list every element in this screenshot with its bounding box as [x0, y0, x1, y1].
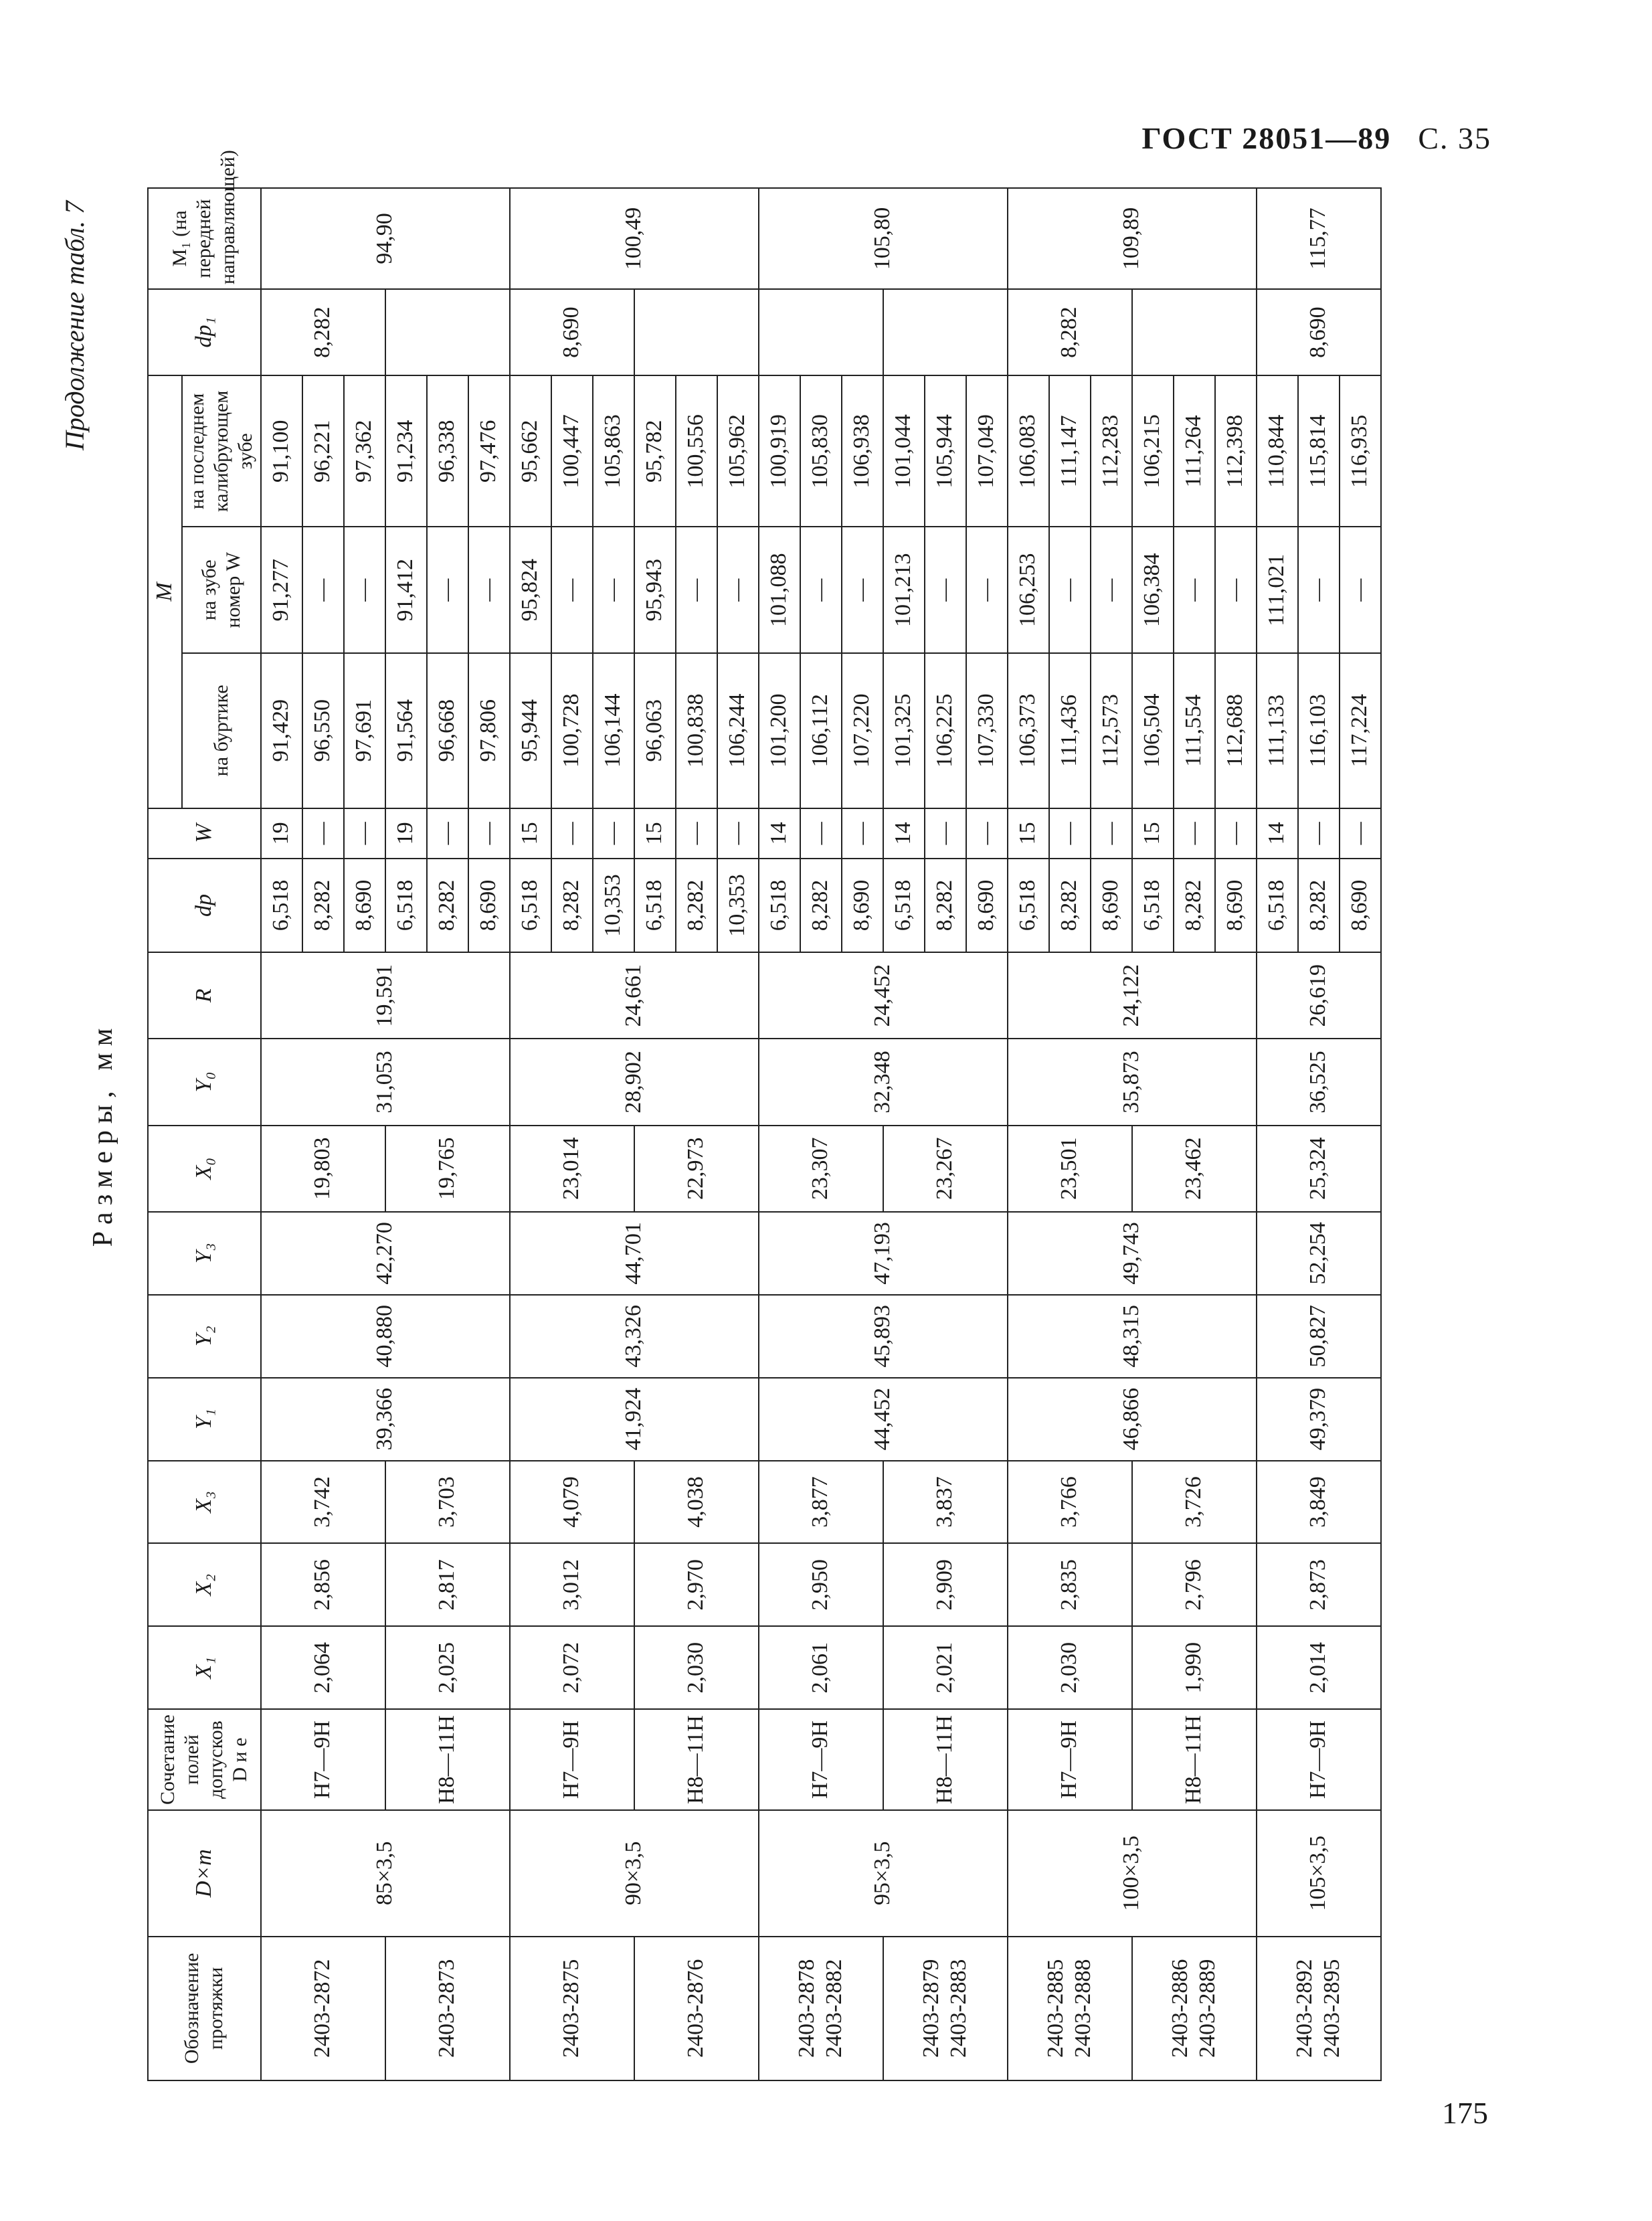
tolerance-cell: H7—9H	[1008, 1709, 1132, 1810]
m-last-cell: 95,662	[510, 375, 551, 527]
col-x3: X₃	[148, 1461, 261, 1544]
designation-cell: 2403-2873	[385, 1937, 510, 2080]
designation-cell: 2403-2885 2403-2888	[1008, 1937, 1132, 2080]
m1-cell: 105,80	[759, 188, 1008, 289]
dp-cell: 8,690	[1091, 859, 1132, 952]
m-last-cell: 101,044	[883, 375, 925, 527]
x2-cell: 2,909	[883, 1543, 1008, 1626]
m-last-cell: 106,083	[1008, 375, 1049, 527]
m-last-cell: 97,362	[344, 375, 385, 527]
tolerance-cell: H7—9H	[759, 1709, 883, 1810]
m-collar-cell: 96,550	[302, 653, 344, 808]
y2-cell: 40,880	[261, 1295, 510, 1378]
m-collar-cell: 107,220	[842, 653, 883, 808]
w-cell: —	[1091, 808, 1132, 859]
col-dp1: dp₁	[148, 289, 261, 375]
m-last-cell: 111,264	[1174, 375, 1215, 527]
y1-cell: 44,452	[759, 1378, 1008, 1461]
w-cell: —	[551, 808, 593, 859]
m1-cell: 109,89	[1008, 188, 1257, 289]
m-tooth-cell: —	[344, 527, 385, 653]
w-cell: —	[1340, 808, 1381, 859]
tolerance-cell: H7—9H	[261, 1709, 385, 1810]
dxm-cell: 105×3,5	[1257, 1810, 1381, 1937]
w-cell: —	[427, 808, 468, 859]
dp-cell: 6,518	[1008, 859, 1049, 952]
designation-cell: 2403-2886 2403-2889	[1132, 1937, 1257, 2080]
m-collar-cell: 117,224	[1340, 653, 1381, 808]
w-cell: —	[593, 808, 634, 859]
dp-cell: 6,518	[510, 859, 551, 952]
dp-cell: 10,353	[717, 859, 759, 952]
m-last-cell: 96,338	[427, 375, 468, 527]
m-tooth-cell: 95,943	[634, 527, 676, 653]
y3-cell: 49,743	[1008, 1212, 1257, 1295]
w-cell: —	[1298, 808, 1340, 859]
dp-cell: 8,282	[1174, 859, 1215, 952]
w-cell: 15	[634, 808, 676, 859]
x1-cell: 2,072	[510, 1626, 634, 1709]
table-row	[1257, 188, 1298, 2080]
m-last-cell: 105,830	[800, 375, 842, 527]
tolerance-cell: H8—11H	[385, 1709, 510, 1810]
x0-cell: 23,014	[510, 1126, 634, 1212]
m-last-cell: 112,398	[1215, 375, 1257, 527]
dp-cell: 8,690	[1340, 859, 1381, 952]
designation-cell: 2403-2875	[510, 1937, 634, 2080]
r-cell: 26,619	[1257, 952, 1381, 1039]
table-row	[510, 188, 551, 2080]
dp-cell: 8,690	[1215, 859, 1257, 952]
dp-cell: 8,690	[966, 859, 1008, 952]
m-last-cell: 95,782	[634, 375, 676, 527]
standard-number: ГОСТ 28051—89	[1141, 121, 1392, 155]
m-collar-cell: 106,144	[593, 653, 634, 808]
m-last-cell: 110,844	[1257, 375, 1298, 527]
m-tooth-cell: —	[966, 527, 1008, 653]
dp-cell: 6,518	[759, 859, 800, 952]
dp1-cell	[385, 289, 510, 375]
col-r: R	[148, 952, 261, 1039]
table-continuation-label: Продолжение табл. 7	[60, 201, 90, 451]
m-tooth-cell: —	[1049, 527, 1091, 653]
m-collar-cell: 91,564	[385, 653, 427, 808]
x2-cell: 3,012	[510, 1543, 634, 1626]
x2-cell: 2,950	[759, 1543, 883, 1626]
dp-cell: 8,282	[1049, 859, 1091, 952]
dxm-cell: 100×3,5	[1008, 1810, 1257, 1937]
m-last-cell: 106,938	[842, 375, 883, 527]
m-tooth-cell: —	[1174, 527, 1215, 653]
m-collar-cell: 100,728	[551, 653, 593, 808]
y0-cell: 36,525	[1257, 1039, 1381, 1125]
dp-cell: 8,690	[842, 859, 883, 952]
w-cell: —	[966, 808, 1008, 859]
w-cell: 15	[510, 808, 551, 859]
m-collar-cell: 106,504	[1132, 653, 1174, 808]
x3-cell: 3,766	[1008, 1461, 1132, 1544]
dxm-cell: 90×3,5	[510, 1810, 759, 1937]
x3-cell: 4,079	[510, 1461, 634, 1544]
dp-cell: 8,690	[344, 859, 385, 952]
m-last-cell: 112,283	[1091, 375, 1132, 527]
x1-cell: 2,021	[883, 1626, 1008, 1709]
w-cell: 14	[1257, 808, 1298, 859]
w-cell: —	[468, 808, 510, 859]
tolerance-cell: H8—11H	[883, 1709, 1008, 1810]
x3-cell: 4,038	[634, 1461, 759, 1544]
table-row	[634, 188, 676, 2080]
m-last-cell: 111,147	[1049, 375, 1091, 527]
m-tooth-cell: —	[1298, 527, 1340, 653]
x3-cell: 3,726	[1132, 1461, 1257, 1544]
m-tooth-cell: —	[1340, 527, 1381, 653]
designation-cell: 2403-2872	[261, 1937, 385, 2080]
x2-cell: 2,856	[261, 1543, 385, 1626]
w-cell: —	[344, 808, 385, 859]
m-collar-cell: 91,429	[261, 653, 302, 808]
dp-cell: 6,518	[261, 859, 302, 952]
m-tooth-cell: 111,021	[1257, 527, 1298, 653]
m-tooth-cell: —	[302, 527, 344, 653]
m-collar-cell: 100,838	[676, 653, 717, 808]
table-row	[261, 188, 302, 2080]
x0-cell: 19,765	[385, 1126, 510, 1212]
w-cell: —	[676, 808, 717, 859]
m-last-cell: 91,234	[385, 375, 427, 527]
dp-cell: 8,282	[302, 859, 344, 952]
m-collar-cell: 97,806	[468, 653, 510, 808]
dp-cell: 6,518	[634, 859, 676, 952]
y3-cell: 44,701	[510, 1212, 759, 1295]
w-cell: —	[925, 808, 966, 859]
col-w: W	[148, 808, 261, 859]
y2-cell: 50,827	[1257, 1295, 1381, 1378]
designation-cell: 2403-2876	[634, 1937, 759, 2080]
m-collar-cell: 111,133	[1257, 653, 1298, 808]
y1-cell: 46,866	[1008, 1378, 1257, 1461]
r-cell: 19,591	[261, 952, 510, 1039]
dp1-cell	[759, 289, 883, 375]
r-cell: 24,122	[1008, 952, 1257, 1039]
dp-cell: 8,282	[925, 859, 966, 952]
x1-cell: 1,990	[1132, 1626, 1257, 1709]
m1-cell: 100,49	[510, 188, 759, 289]
m-collar-cell: 112,688	[1215, 653, 1257, 808]
y1-cell: 39,366	[261, 1378, 510, 1461]
table-caption	[54, 187, 118, 2081]
m-collar-cell: 97,691	[344, 653, 385, 808]
w-cell: —	[1174, 808, 1215, 859]
designation-cell: 2403-2892 2403-2895	[1257, 1937, 1381, 2080]
col-m1: M₁ (на передней направляющей)	[148, 188, 261, 289]
x0-cell: 25,324	[1257, 1126, 1381, 1212]
x2-cell: 2,835	[1008, 1543, 1132, 1626]
m-last-cell: 105,863	[593, 375, 634, 527]
x1-cell: 2,025	[385, 1626, 510, 1709]
m-tooth-cell: —	[1215, 527, 1257, 653]
x1-cell: 2,030	[1008, 1626, 1132, 1709]
x0-cell: 23,307	[759, 1126, 883, 1212]
m-tooth-cell: 95,824	[510, 527, 551, 653]
x3-cell: 3,837	[883, 1461, 1008, 1544]
dp1-cell: 8,690	[510, 289, 634, 375]
col-dp: dp	[148, 859, 261, 952]
col-x2: X₂	[148, 1543, 261, 1626]
y0-cell: 28,902	[510, 1039, 759, 1125]
page-number: 175	[1442, 2096, 1488, 2130]
w-cell: 14	[883, 808, 925, 859]
dxm-cell: 85×3,5	[261, 1810, 510, 1937]
x2-cell: 2,817	[385, 1543, 510, 1626]
m-last-cell: 106,215	[1132, 375, 1174, 527]
y2-cell: 48,315	[1008, 1295, 1257, 1378]
dp1-cell: 8,282	[261, 289, 385, 375]
m-tooth-cell: —	[676, 527, 717, 653]
col-x1: X₁	[148, 1626, 261, 1709]
dp1-cell: 8,690	[1257, 289, 1381, 375]
m-collar-cell: 106,225	[925, 653, 966, 808]
m-last-cell: 96,221	[302, 375, 344, 527]
dp-cell: 8,282	[1298, 859, 1340, 952]
dp-cell: 8,282	[551, 859, 593, 952]
x0-cell: 23,462	[1132, 1126, 1257, 1212]
y0-cell: 32,348	[759, 1039, 1008, 1125]
dp-cell: 6,518	[385, 859, 427, 952]
m-tooth-cell: —	[925, 527, 966, 653]
m-collar-cell: 101,325	[883, 653, 925, 808]
rotated-table-area	[54, 150, 1472, 2081]
m-tooth-cell: 106,384	[1132, 527, 1174, 653]
m-collar-cell: 112,573	[1091, 653, 1132, 808]
m-tooth-cell: —	[468, 527, 510, 653]
m-tooth-cell: —	[551, 527, 593, 653]
m-collar-cell: 101,200	[759, 653, 800, 808]
dp-cell: 8,690	[468, 859, 510, 952]
page-label: С. 35	[1418, 121, 1491, 155]
x0-cell: 23,501	[1008, 1126, 1132, 1212]
x2-cell: 2,970	[634, 1543, 759, 1626]
col-y2: Y₂	[148, 1295, 261, 1378]
y2-cell: 45,893	[759, 1295, 1008, 1378]
x3-cell: 3,742	[261, 1461, 385, 1544]
col-y1: Y₁	[148, 1378, 261, 1461]
y3-cell: 47,193	[759, 1212, 1008, 1295]
m-tooth-cell: —	[717, 527, 759, 653]
col-y0: Y₀	[148, 1039, 261, 1125]
x1-cell: 2,064	[261, 1626, 385, 1709]
w-cell: 19	[385, 808, 427, 859]
x2-cell: 2,873	[1257, 1543, 1381, 1626]
w-cell: 14	[759, 808, 800, 859]
dp-cell: 6,518	[1257, 859, 1298, 952]
x0-cell: 22,973	[634, 1126, 759, 1212]
x0-cell: 19,803	[261, 1126, 385, 1212]
table-row	[385, 188, 427, 2080]
tolerance-cell: H8—11H	[1132, 1709, 1257, 1810]
m-tooth-cell: —	[1091, 527, 1132, 653]
w-cell: —	[717, 808, 759, 859]
table-title: Размеры, мм	[88, 1021, 118, 1247]
m-tooth-cell: —	[427, 527, 468, 653]
m-collar-cell: 116,103	[1298, 653, 1340, 808]
dp1-cell	[634, 289, 759, 375]
r-cell: 24,452	[759, 952, 1008, 1039]
x3-cell: 3,703	[385, 1461, 510, 1544]
dp-cell: 10,353	[593, 859, 634, 952]
dp1-cell	[1132, 289, 1257, 375]
dp-cell: 6,518	[1132, 859, 1174, 952]
y3-cell: 42,270	[261, 1212, 510, 1295]
dp-cell: 6,518	[883, 859, 925, 952]
m-collar-cell: 106,373	[1008, 653, 1049, 808]
col-designation: Обозначение протяжки	[148, 1937, 261, 2080]
m-collar-cell: 96,668	[427, 653, 468, 808]
m-collar-cell: 96,063	[634, 653, 676, 808]
m-tooth-cell: 101,088	[759, 527, 800, 653]
y0-cell: 31,053	[261, 1039, 510, 1125]
m-last-cell: 100,556	[676, 375, 717, 527]
col-m-collar: на буртике	[182, 653, 261, 808]
r-cell: 24,661	[510, 952, 759, 1039]
m-last-cell: 105,962	[717, 375, 759, 527]
w-cell: 19	[261, 808, 302, 859]
dxm-cell: 95×3,5	[759, 1810, 1008, 1937]
m-last-cell: 105,944	[925, 375, 966, 527]
x1-cell: 2,030	[634, 1626, 759, 1709]
w-cell: —	[1215, 808, 1257, 859]
dp-cell: 8,282	[427, 859, 468, 952]
w-cell: —	[842, 808, 883, 859]
table-row	[1008, 188, 1049, 2080]
col-dxm: D×m	[148, 1810, 261, 1937]
m-collar-cell: 95,944	[510, 653, 551, 808]
w-cell: —	[302, 808, 344, 859]
table-header	[148, 150, 261, 2080]
dp-cell: 8,282	[676, 859, 717, 952]
m-collar-cell: 107,330	[966, 653, 1008, 808]
designation-cell: 2403-2879 2403-2883	[883, 1937, 1008, 2080]
col-x0: X₀	[148, 1126, 261, 1212]
m-last-cell: 115,814	[1298, 375, 1340, 527]
dimensions-table	[147, 150, 1382, 2081]
table-row	[759, 188, 800, 2080]
dp1-cell: 8,282	[1008, 289, 1132, 375]
y1-cell: 49,379	[1257, 1378, 1381, 1461]
m-last-cell: 116,935	[1340, 375, 1381, 527]
m-tooth-cell: 91,412	[385, 527, 427, 653]
y0-cell: 35,873	[1008, 1039, 1257, 1125]
col-m-group: M	[148, 375, 182, 808]
m-last-cell: 100,447	[551, 375, 593, 527]
y1-cell: 41,924	[510, 1378, 759, 1461]
table-row	[1132, 188, 1174, 2080]
x1-cell: 2,014	[1257, 1626, 1381, 1709]
m-last-cell: 100,919	[759, 375, 800, 527]
m-tooth-cell: —	[842, 527, 883, 653]
col-y3: Y₃	[148, 1212, 261, 1295]
tolerance-cell: H7—9H	[1257, 1709, 1381, 1810]
w-cell: —	[800, 808, 842, 859]
m-tooth-cell: 91,277	[261, 527, 302, 653]
m1-cell: 94,90	[261, 188, 510, 289]
m-last-cell: 97,476	[468, 375, 510, 527]
dp-cell: 8,282	[800, 859, 842, 952]
m-last-cell: 107,049	[966, 375, 1008, 527]
x2-cell: 2,796	[1132, 1543, 1257, 1626]
m1-cell: 115,77	[1257, 188, 1381, 289]
w-cell: 15	[1008, 808, 1049, 859]
x3-cell: 3,849	[1257, 1461, 1381, 1544]
tolerance-cell: H7—9H	[510, 1709, 634, 1810]
m-collar-cell: 111,554	[1174, 653, 1215, 808]
m-tooth-cell: 106,253	[1008, 527, 1049, 653]
m-tooth-cell: —	[593, 527, 634, 653]
m-last-cell: 91,100	[261, 375, 302, 527]
designation-cell: 2403-2878 2403-2882	[759, 1937, 883, 2080]
w-cell: 15	[1132, 808, 1174, 859]
tolerance-cell: H8—11H	[634, 1709, 759, 1810]
x1-cell: 2,061	[759, 1626, 883, 1709]
y2-cell: 43,326	[510, 1295, 759, 1378]
m-collar-cell: 111,436	[1049, 653, 1091, 808]
x3-cell: 3,877	[759, 1461, 883, 1544]
table-row	[883, 188, 925, 2080]
col-m-last: на последнем калибрующем зубе	[182, 375, 261, 527]
page-header	[1141, 120, 1491, 156]
table-body	[261, 188, 1381, 2080]
m-tooth-cell: —	[800, 527, 842, 653]
m-tooth-cell: 101,213	[883, 527, 925, 653]
col-tolerance: Сочетание полей допусков D и e	[148, 1709, 261, 1810]
x0-cell: 23,267	[883, 1126, 1008, 1212]
w-cell: —	[1049, 808, 1091, 859]
m-collar-cell: 106,244	[717, 653, 759, 808]
col-m-tooth: на зубе номер W	[182, 527, 261, 653]
m-collar-cell: 106,112	[800, 653, 842, 808]
dp1-cell	[883, 289, 1008, 375]
y3-cell: 52,254	[1257, 1212, 1381, 1295]
